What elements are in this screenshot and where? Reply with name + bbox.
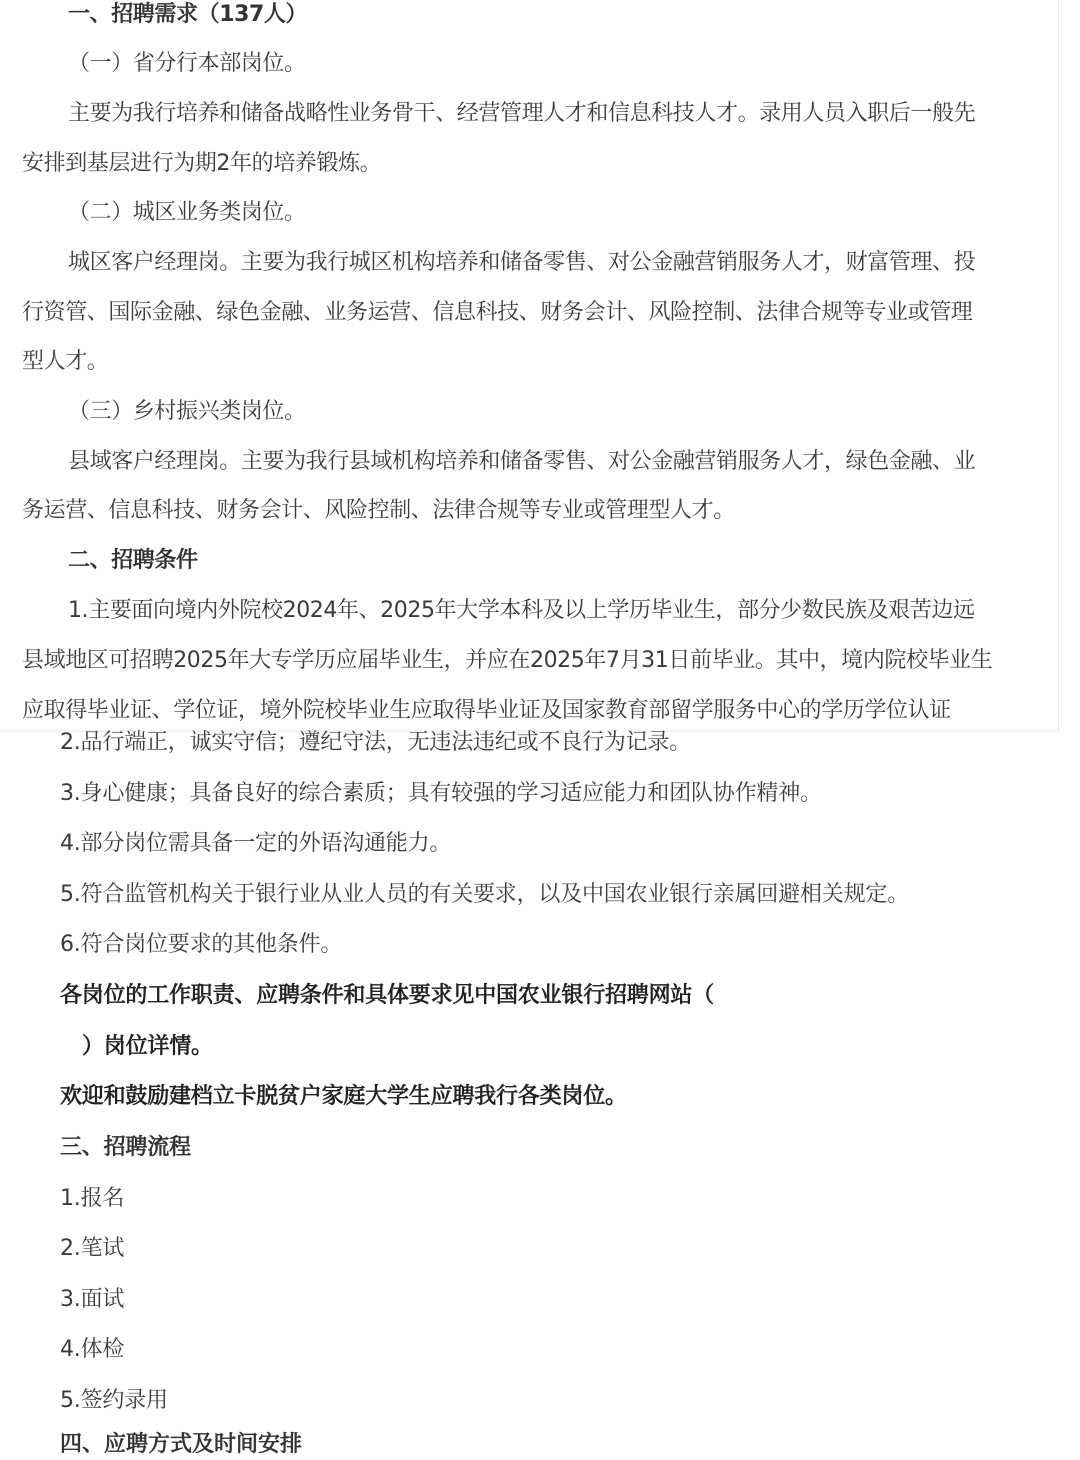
paragraph-line: 务运营、信息科技、财务会计、风险控制、法律合规等专业或管理型人才。 [22, 498, 735, 523]
paragraph-line: 城区客户经理岗。主要为我行城区机构培养和储备零售、对公金融营销服务人才，财富管理、投 [68, 250, 976, 275]
paragraph-line: 应取得毕业证、学位证，境外院校毕业生应取得毕业证及国家教育部留学服务中心的学历学位认证 [22, 698, 951, 723]
section-heading-recruitment-conditions: 二、招聘条件 [68, 548, 198, 573]
paragraph-line: 型人才。 [22, 349, 109, 374]
job-details-note-cont: ）岗位详情。 [82, 1034, 213, 1059]
process-step: 1.报名 [60, 1186, 125, 1211]
process-step: 2.笔试 [60, 1236, 125, 1261]
subheading-provincial-hq-positions: （一）省分行本部岗位。 [68, 51, 306, 76]
paragraph-line: 1.主要面向境内外院校2024年、2025年大学本科及以上学历毕业生，部分少数民族及艰苦边远 [68, 598, 975, 623]
condition-item: 2.品行端正，诚实守信；遵纪守法，无违法违纪或不良行为记录。 [60, 730, 691, 755]
section-heading-recruitment-process: 三、招聘流程 [60, 1135, 191, 1160]
paragraph-line: 主要为我行培养和储备战略性业务骨干、经营管理人才和信息科技人才。录用人员入职后一般先 [68, 101, 976, 126]
process-step: 4.体检 [60, 1337, 125, 1362]
job-details-note: 各岗位的工作职责、应聘条件和具体要求见中国农业银行招聘网站（ [60, 983, 715, 1008]
section-heading-recruitment-demand: 一、招聘需求（137人） [68, 2, 308, 27]
condition-item: 5.符合监管机构关于银行业从业人员的有关要求，以及中国农业银行亲属回避相关规定。 [60, 882, 909, 907]
paragraph-line: 县域地区可招聘2025年大专学历应届毕业生，并应在2025年7月31日前毕业。其中，境内院校毕业生 [22, 648, 993, 673]
cutoff-heading-text: 四、应聘方式及时间安排 [60, 1432, 303, 1457]
condition-item: 6.符合岗位要求的其他条件。 [60, 932, 343, 957]
process-step: 5.签约录用 [60, 1388, 168, 1413]
subheading-rural-revitalization-positions: （三）乡村振兴类岗位。 [68, 399, 306, 424]
cutoff-heading [60, 1430, 320, 1457]
requirements-panel [0, 0, 1059, 730]
subheading-urban-business-positions: （二）城区业务类岗位。 [68, 200, 306, 225]
process-step: 3.面试 [60, 1287, 125, 1312]
paragraph-line: 安排到基层进行为期2年的培养锻炼。 [22, 151, 382, 176]
paragraph-line: 行资管、国际金融、绿色金融、业务运营、信息科技、财务会计、风险控制、法律合规等专业或管理 [22, 300, 973, 325]
paragraph-line: 县域客户经理岗。主要为我行县域机构培养和储备零售、对公金融营销服务人才，绿色金融、业 [68, 449, 976, 474]
condition-item: 3.身心健康；具备良好的综合素质；具有较强的学习适应能力和团队协作精神。 [60, 781, 822, 806]
condition-item: 4.部分岗位需具备一定的外语沟通能力。 [60, 831, 452, 856]
encouragement-note: 欢迎和鼓励建档立卡脱贫户家庭大学生应聘我行各类岗位。 [60, 1084, 627, 1109]
